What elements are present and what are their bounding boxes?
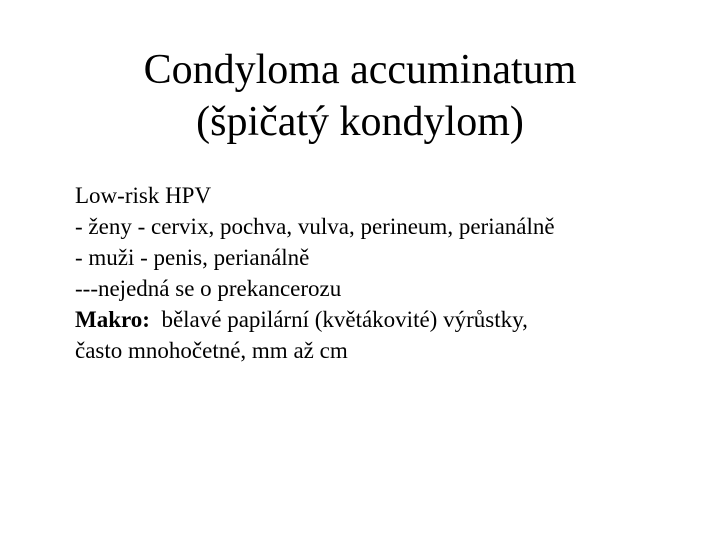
slide-body: [75, 180, 695, 366]
makro-label: Makro:: [75, 307, 150, 332]
body-line-makro: [75, 304, 695, 335]
body-line-low-risk: Low-risk HPV: [75, 183, 212, 208]
body-line-men: - muži - penis, perianálně: [75, 245, 310, 270]
body-line-frequency: často mnohočetné, mm až cm: [75, 338, 348, 363]
body-line-not-precancer: ---nejedná se o prekancerozu: [75, 276, 342, 301]
title-line-1: Condyloma accuminatum: [143, 47, 577, 93]
makro-text: bělavé papilární (květákovité) výrůstky,: [149, 307, 528, 332]
body-line-women: - ženy - cervix, pochva, vulva, perineum, perianálně: [75, 214, 555, 239]
slide-title: [60, 44, 660, 148]
title-line-2: (špičatý kondylom): [196, 99, 524, 145]
